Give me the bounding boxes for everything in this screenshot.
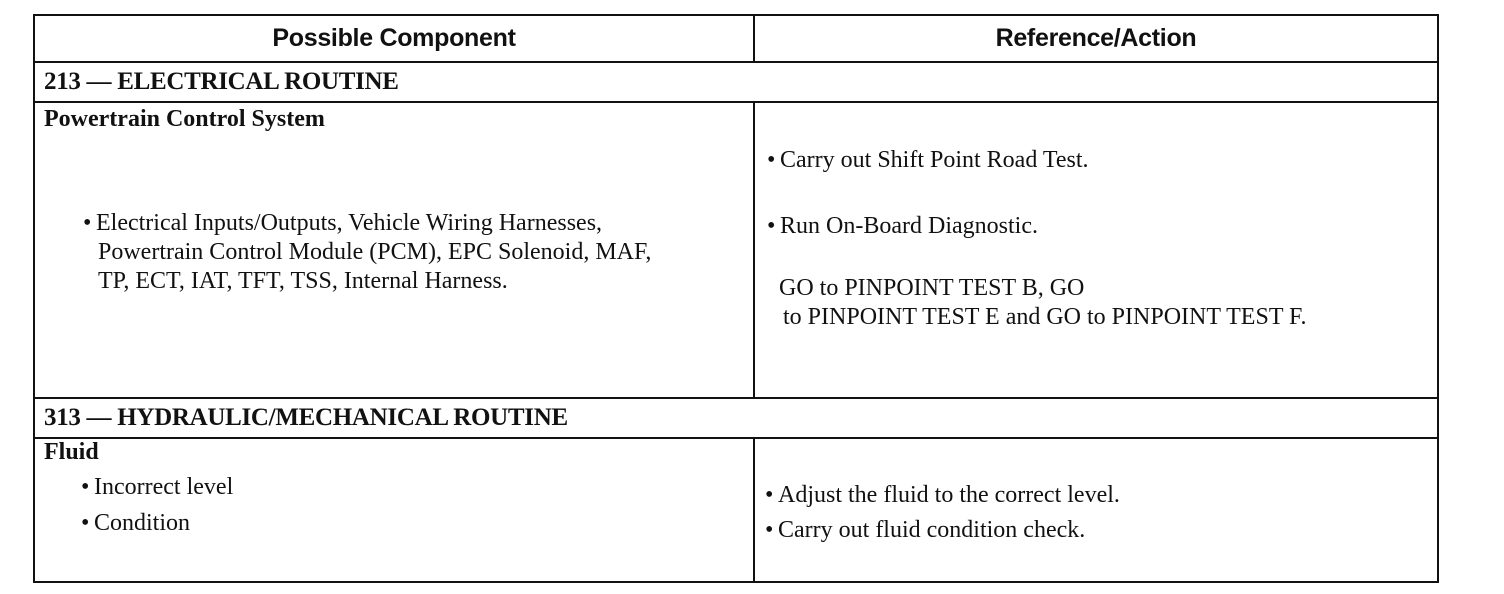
- component-text-continued: TP, ECT, IAT, TFT, TSS, Internal Harness.: [98, 268, 508, 295]
- section-title-electrical: 213 — ELECTRICAL ROUTINE: [34, 62, 1438, 103]
- list-item: [83, 209, 602, 238]
- component-cell: [34, 438, 754, 582]
- component-cell: [34, 102, 754, 398]
- table-row: [34, 438, 1438, 582]
- component-text: Incorrect level: [94, 474, 234, 501]
- bullet-icon: •: [81, 474, 90, 501]
- bullet-icon: •: [767, 147, 776, 174]
- action-cell: [754, 438, 1438, 582]
- list-item: [81, 473, 233, 502]
- pinpoint-test-note: to PINPOINT TEST E and GO to PINPOINT TEST F.: [783, 304, 1307, 331]
- action-text: Carry out fluid condition check.: [778, 517, 1086, 544]
- component-heading: Fluid: [44, 439, 99, 466]
- action-cell: [754, 102, 1438, 398]
- column-header-possible-component: Possible Component: [34, 15, 754, 62]
- component-text: Condition: [94, 510, 191, 537]
- section-row: [34, 62, 1438, 103]
- bullet-icon: •: [767, 213, 776, 240]
- bullet-icon: •: [83, 210, 92, 237]
- header-row: [34, 15, 1438, 62]
- section-title-hydraulic: 313 — HYDRAULIC/MECHANICAL ROUTINE: [34, 398, 1438, 439]
- bullet-icon: •: [81, 510, 90, 537]
- bullet-icon: •: [765, 517, 774, 544]
- bullet-icon: •: [765, 482, 774, 509]
- pinpoint-test-note: GO to PINPOINT TEST B, GO: [779, 275, 1085, 302]
- action-text: Adjust the fluid to the correct level.: [778, 482, 1120, 509]
- diagnostic-table: [33, 14, 1439, 583]
- section-row: [34, 398, 1438, 439]
- action-text: Carry out Shift Point Road Test.: [780, 147, 1089, 174]
- list-item: [765, 481, 1120, 510]
- component-heading: Powertrain Control System: [44, 106, 325, 133]
- list-item: [767, 212, 1038, 241]
- list-item: [765, 516, 1085, 545]
- list-item: [81, 509, 190, 538]
- component-text-continued: Powertrain Control Module (PCM), EPC Solenoid, MAF,: [98, 239, 652, 266]
- table-row: [34, 102, 1438, 398]
- list-item: [767, 146, 1089, 175]
- component-text: Electrical Inputs/Outputs, Vehicle Wiring Harnesses,: [96, 210, 603, 237]
- action-text: Run On-Board Diagnostic.: [780, 213, 1038, 240]
- column-header-reference-action: Reference/Action: [754, 15, 1438, 62]
